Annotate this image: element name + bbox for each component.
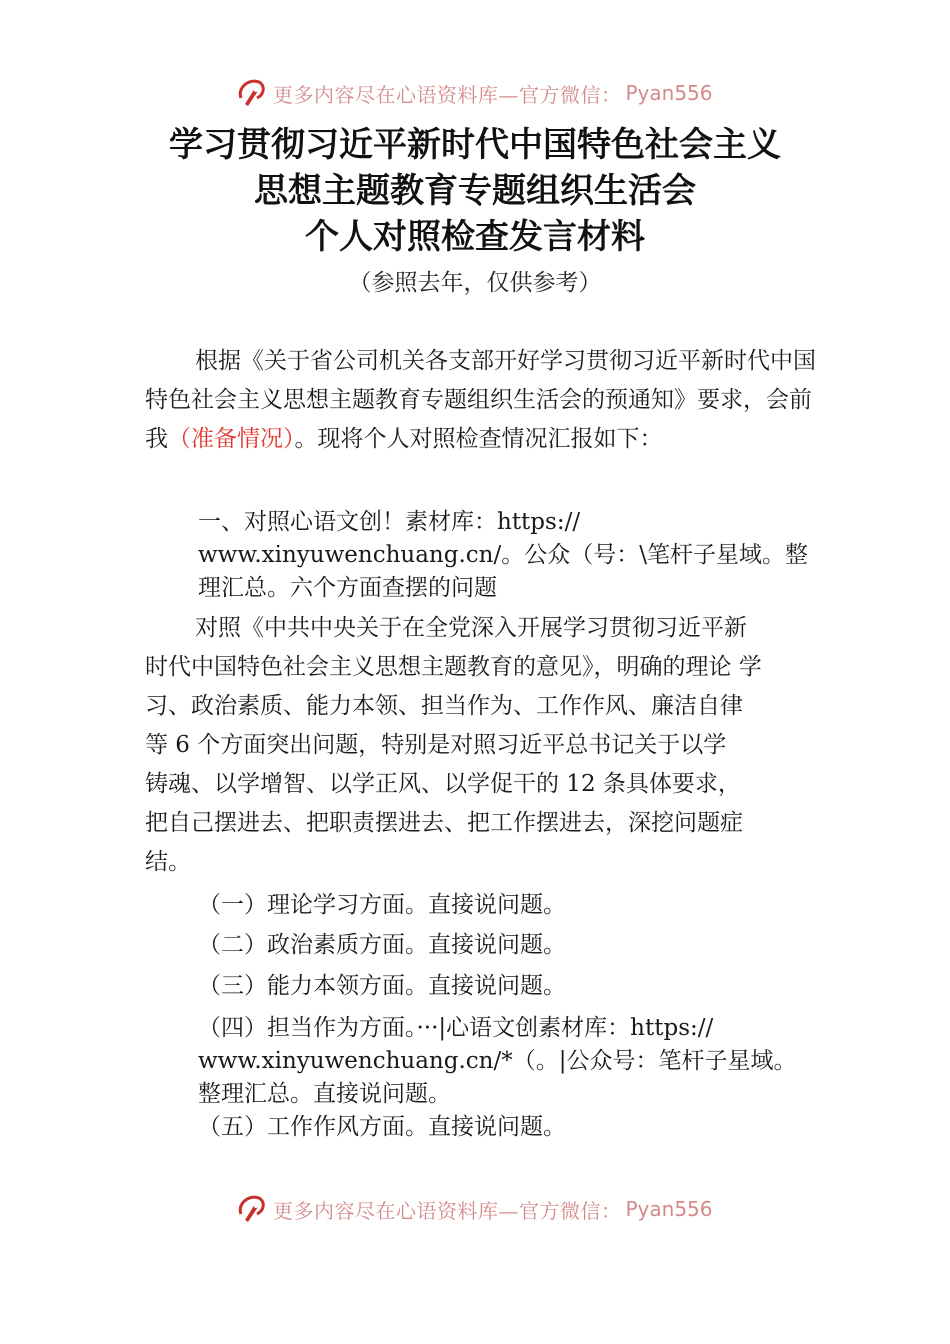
intro-text-before: 根据《关于省公司机关各支部开好学习贯彻习近平新时代中国特色社会主义思想主题教育专题组织生活会的预通知》要求，会前我: [145, 348, 816, 452]
item-1: （一）理论学习方面。直接说问题。: [198, 892, 566, 918]
banner-wechat-id: Pyan556: [625, 1197, 713, 1221]
paragraph-2-line-3: 习、政治素质、能力本领、担当作为、工作作风、廉洁自律: [145, 693, 743, 719]
pen-nib-swirl-logo-icon: [235, 76, 269, 110]
intro-highlight: （准备情况）: [168, 426, 295, 452]
item-5: （五）工作作风方面。直接说问题。: [198, 1114, 566, 1140]
section-1-line-3: 理汇总。六个方面查摆的问题: [198, 575, 497, 601]
paragraph-2: [145, 609, 825, 882]
header-banner: [235, 76, 713, 110]
page-title-line-3: 个人对照检查发言材料: [305, 217, 645, 257]
item-4: [198, 1012, 838, 1111]
intro-text-after: 。现将个人对照检查情况汇报如下：: [294, 426, 663, 452]
subtitle: （参照去年，仅供参考）: [348, 270, 602, 296]
section-1-heading: [198, 506, 838, 605]
section-1-line-2: www.xinyuwenchuang.cn/。公众（号：\笔杆子星域。整: [198, 542, 808, 568]
item-4-line-2: www.xinyuwenchuang.cn/*（。|公众号：笔杆子星域。: [198, 1048, 797, 1074]
footer-banner: [235, 1192, 713, 1226]
paragraph-2-line-4: 等 6 个方面突出问题，特别是对照习近平总书记关于以学: [145, 732, 727, 758]
banner-text: 更多内容尽在心语资料库—官方微信：: [273, 1198, 622, 1223]
item-2: （二）政治素质方面。直接说问题。: [198, 932, 566, 958]
section-1-line-1: 一、对照心语文创！素材库：https://: [198, 509, 581, 535]
paragraph-2-line-5: 铸魂、以学增智、以学正风、以学促干的 12 条具体要求，: [145, 771, 741, 797]
item-4-line-1: （四）担当作为方面。···|心语文创素材库：https://: [198, 1015, 714, 1041]
item-3: （三）能力本领方面。直接说问题。: [198, 973, 566, 999]
banner-wechat-id: Pyan556: [625, 81, 713, 105]
paragraph-2-line-7: 结。: [145, 849, 191, 875]
paragraph-2-line-2: 时代中国特色社会主义思想主题教育的意见》，明确的理论 学: [145, 654, 762, 680]
banner-text: 更多内容尽在心语资料库—官方微信：: [273, 82, 622, 107]
page-title-line-1: 学习贯彻习近平新时代中国特色社会主义: [169, 125, 781, 165]
paragraph-2-line-6: 把自己摆进去、把职责摆进去、把工作摆进去，深挖问题症: [145, 810, 743, 836]
item-4-line-3: 整理汇总。直接说问题。: [198, 1081, 451, 1107]
pen-nib-swirl-logo-icon: [235, 1192, 269, 1226]
page-title-line-2: 思想主题教育专题组织生活会: [254, 171, 696, 211]
paragraph-2-line-1: 对照《中共中央关于在全党深入开展学习贯彻习近平新: [195, 615, 747, 641]
intro-paragraph: [145, 342, 825, 459]
